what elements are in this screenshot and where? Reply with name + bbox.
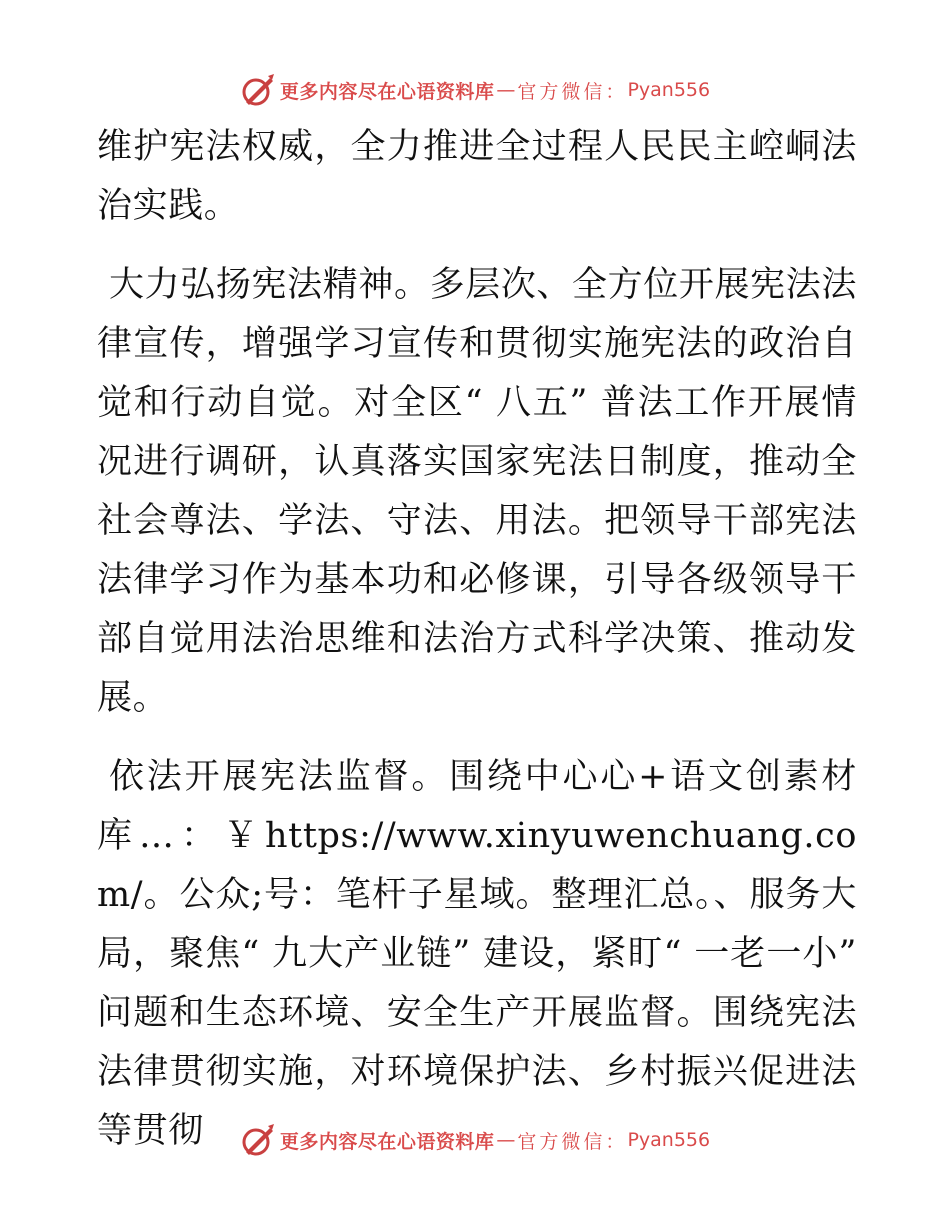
watermark-separator: — — [496, 1129, 516, 1151]
document-body — [97, 118, 857, 1161]
paragraph-1: 维护宪法权威，全力推进全过程人民民主崆峒法治实践。 — [97, 127, 857, 226]
watermark-account: Pyan556 — [627, 79, 711, 101]
watermark-account: Pyan556 — [627, 1129, 711, 1151]
paragraph-2: 大力弘扬宪法精神。多层次、全方位开展宪法法律宣传，增强学习宣传和贯彻实施宪法的政治自觉和行动自觉。对全区“ 八五” 普法工作开展情况进行调研，认真落实国家宪法日制度，推动全社会尊法、学法、守法、用法。把领导干部宪法法律学习作为基本功和必修课，引导各级领导干部自觉用法治思维和法治方式科学决策、推动发展。 — [97, 265, 857, 718]
quill-pen-icon — [240, 1122, 276, 1158]
watermark-brand: 更多内容尽在心语资料库 — [279, 80, 495, 103]
paragraph-3: 依法开展宪法监督。围绕中心心+语文创素材库…：￥https://www.xinyuwenchuang.com/。公众;号：笔杆子星域。整理汇总。、服务大局，聚焦“ 九大产业链” 建设，紧盯“ 一老一小” 问题和生态环境、安全生产开展监督。围绕宪法法律贯彻实施，对环境保护法、乡村振兴促进法等贯彻 — [97, 757, 857, 1151]
quill-pen-icon — [240, 72, 276, 108]
watermark-label: 官方微信： — [517, 80, 628, 103]
watermark-label: 官方微信： — [517, 1130, 628, 1153]
header-watermark — [0, 70, 950, 110]
watermark-brand: 更多内容尽在心语资料库 — [279, 1130, 495, 1153]
footer-watermark — [0, 1120, 950, 1160]
watermark-separator: — — [496, 79, 516, 101]
